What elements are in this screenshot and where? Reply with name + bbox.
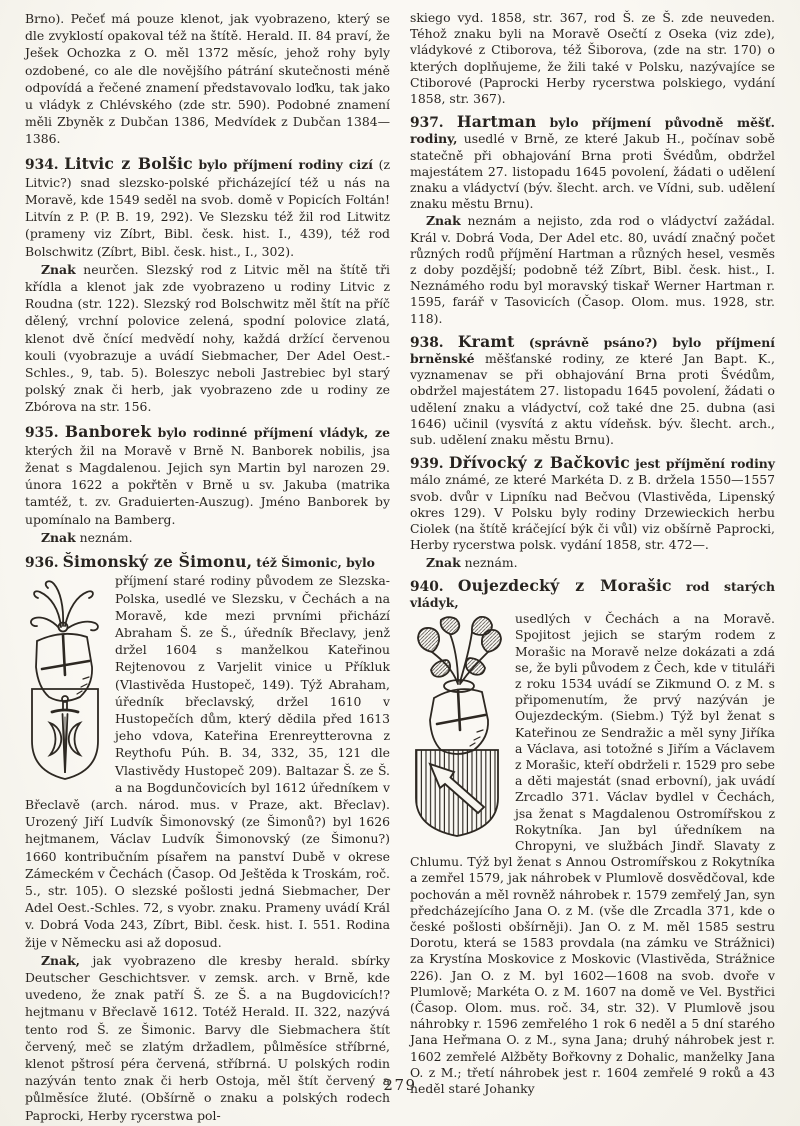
entry-936-body <box>25 572 390 950</box>
entry-934-text <box>25 155 390 260</box>
znak-paragraph <box>25 529 390 546</box>
entry-lead: též Šimonic, bylo <box>256 555 375 571</box>
entry-938-kramt <box>410 331 775 448</box>
entry-name: Hartman <box>456 112 537 132</box>
znak-label: Znak <box>426 554 461 570</box>
znak-text: neznám. <box>464 554 518 570</box>
entry-937-hartman <box>410 114 775 327</box>
entry-936-simonsky <box>25 553 390 1124</box>
entry-940-oujezdecky <box>410 575 775 1098</box>
entry-940-body <box>410 611 775 1097</box>
entry-937-text <box>410 114 775 212</box>
right-column <box>410 10 775 1097</box>
entry-body: usedlé v Brně, ze které Jakub H., počínav sobě statečně při obhajování Brna proti Švédům, obdržel majestátem 27. listopadu 1645 povolení, žádati o udělení znaku a vládyctví (býv. šlecht. arch. ve Vídni, sub. udělení znaku městu Brnu). <box>410 131 775 212</box>
entry-number: 938. <box>410 334 444 351</box>
znak-paragraph <box>410 213 775 326</box>
znak-text: neznám a nejisto, zda rod o vládyctví zažádal. Král v. Dobrá Voda, Der Adel etc. 80, uvádí značný počet různých rodů příjmění Hartman a různých hesel, vesměs z doby pozdější; podobně též Zíbrt, Bibl. česk. hist., I. Neznámého rodu byl moravský tiskař Werner Hartman r. 1595, farář v Tasovicích (Časop. Olom. mus. 1928, str. 118). <box>410 213 775 326</box>
entry-940-heading <box>410 575 775 611</box>
continuation-paragraph: skiego vyd. 1858, str. 367, rod Š. ze Š. zde neuveden. Téhož znaku byli na Moravě Osečtí z Oseka (viz zde), vládykové z Ctiborova, též Šiborova, (zde na str. 170) o kterých doplňujeme, že žili také v Polsku, nazývajíce se Ctiborové (Paprocki Herby rycerstwa polskiego, vydání 1858, str. 367). <box>410 10 775 107</box>
entry-number: 934. <box>25 156 59 173</box>
entry-name: Oujezdecký z Morašic <box>457 575 672 595</box>
oujezdecky-coat-of-arms <box>410 614 505 839</box>
znak-paragraph <box>25 261 390 416</box>
entry-body: příjmení staré rodiny původem ze Slezska-Polska, usedlé ve Slezsku, v Čechách a na Moravě, kde mezi prvními přichází Abraham Š. ze Š., úředník Břeclavy, jenž držel 1604 s manželkou Kateřinou Rejtenovou z Varjelit vinice u Příkluk (Vlastivěda Hustopeč, 149). Týž Abraham, úředník břeclavský, držel 1610 v Hustopečích dům, který dědila před 1613 jeho vdova, Kateřina Erenreytterovna z Reythofu Púh. B. 34, 332, 35, 121 dle Vlastivědy Hustopeč 209). Baltazar Š. ze Š. a na Bogdunčovicích byl 1612 úředníkem v Břeclavě (arch. národ. mus. v Praze, akt. Břeclav). Urozený Jiří Ludvík Šimonovský (ze Šimonů?) byl 1626 hejtmanem, Václav Ludvík Šimonovský (ze Šimonu?) 1660 kontribučním písařem na panství Dubě v okrese Zámeckém v Čechách (Časop. Od Ještěda k Troskám, roč. 5., str. 105). O slezské pošlosti jedná Siebmacher, Der Adel Oest.-Schles. 72, s vyobr. znaku. Prameny uvádí Král v. Dobrá Voda 243, Zíbrt, Bibl. česk. hist. I. 551. Rodina žije v Německu asi až doposud. <box>25 573 390 950</box>
entry-number: 939. <box>410 456 444 473</box>
entry-939-text <box>410 455 775 553</box>
entry-935-text <box>25 423 390 528</box>
entry-934-litvic <box>25 155 390 416</box>
znak-text: neurčen. Slezský rod z Litvic měl na štítě tři křídla a klenot jak zde vyobrazeno u rodiny Litvic z Roudna (str. 122). Slezský rod Bolschwitz měl štít na příč dělený, vrchní polovice zelená, spodní polovice zlatá, klenot dvě čnící medvědí nohy, každá držící červenou kouli (vyobrazuje a uvádí Siebmacher, Der Adel Oest.-Schles., 9, tab. 5). Boleszyc neboli Jastrebiec byl starý polský znak či herb, jak vyobrazeno zde u rodiny ze Zbórova na str. 156. <box>25 261 390 415</box>
entry-number: 937. <box>410 115 444 132</box>
entry-body: měšťanské rodiny, ze které Jan Bapt. K., vyznamenav se při obhajování Brna proti Švédům, obdržel majestátem 27. listopadu 1645 povolení, žádati o udělení znaku a vládyctví, což také dne 25. dubna (asi 1646) učinil (vysvítá z aktu vídeňsk. býv. šlecht. arch., sub. udělení znaku městu Brnu). <box>410 351 775 448</box>
entry-name: Dřívocký z Bačkovic <box>448 453 630 473</box>
znak-label: Znak <box>41 261 76 277</box>
znak-text: neznám. <box>79 529 133 545</box>
znak-label: Znak <box>426 213 461 229</box>
entry-936-heading <box>25 553 390 572</box>
entry-lead: jest příjmění rodiny <box>635 456 775 472</box>
entry-name: Litvic z Bolšic <box>64 153 193 173</box>
entry-lead: bylo příjmení původně měšť. rodiny, <box>410 115 775 147</box>
entry-name: Šimonský ze Šimonu, <box>62 552 253 572</box>
entry-938-text <box>410 331 775 448</box>
left-column <box>25 10 390 1124</box>
entry-number: 936. <box>25 555 59 572</box>
entry-lead: bylo rodinné příjmení vládyk, ze <box>157 424 390 440</box>
simonsky-coat-of-arms <box>25 575 105 788</box>
entry-name: Banborek <box>64 421 152 441</box>
entry-body: usedlých v Čechách a na Moravě. Spojitost jejich se starým rodem z Morašic na Moravě nelze dokázati a zdá se, že byli původem z Čech, kde v tituláři z roku 1534 uvádí se Zikmund O. z M. s připomenutím, že prvý nazýván je Oujezdeckým. (Siebm.) Týž byl ženat s Kateřinou ze Sendražic a měl syny Jiříka a Václava, asi totožné s Jiřím a Václavem z Morašic, kteří obdrželi r. 1529 pro sebe a děti majestát (snad erbovní), jak uvádí Zrcadlo 371. Václav bydlel v Čechách, jsa ženat s Magdalenou Ostromířskou z Rokytníka. Jan byl úředníkem na Chropyni, ve službách Jindř. Slavaty z Chlumu. Týž byl ženat s Annou Ostromířskou z Rokytníka a zemřel 1579, jak náhrobek v Plumlově dosvědčoval, kde pochován a měl rovněž náhrobek r. 1579 zemřelý Jan, syn předcházejícího Jana O. z M. (vše dle Zrcadla 371, kde o české pošlosti obšírněji). Jan O. z M. měl 1585 sestru Dorotu, která se 1583 provdala (na zámku ve Strážnici) za Krystína Moskovice z Moskovic (Vlastivěda, Strážnice 226). Jan O. z M. byl 1602—1608 na svob. dvoře v Plumlově; Markéta O. z M. 1607 na domě ve Vel. Bystřici (Časop. Olom. mus. roč. 34, str. 32). V Plumlově jsou náhrobky r. 1596 zemřelého 1 rok 6 neděl a 5 dní starého Jana Heřmana O. z M., syna Jana; druhý náhrobek jest r. 1602 zemřelé Alžběty Bořkovny z Dohalic, manželky Jana O. z M.; třetí náhrobek jest r. 1604 zemřelé 9 roků a 43 neděl staré Johanky <box>410 611 775 1096</box>
znak-label: Znak, <box>41 952 80 968</box>
znak-paragraph <box>410 555 775 571</box>
entry-number: 935. <box>25 424 59 441</box>
znak-label: Znak <box>41 529 76 545</box>
entry-935-banborek <box>25 423 390 546</box>
entry-939-drivocky <box>410 455 775 570</box>
continuation-paragraph: Brno). Pečeť má pouze klenot, jak vyobrazeno, který se dle zvyklostí opakoval též na štítě. Herald. II. 84 praví, že Ješek Ochozka z O. měl 1372 měsíc, jehož rohy byly ozdobené, co ale dle novějšího pátrání skutečnosti méně odpovídá a řečené znamení představovalo loďku, tak jako u vládyk z Chlévského (zde str. 590). Podobné znamení měli Zbyněk z Dubčan 1386, Medvídek z Dubčan 1384—1386. <box>25 11 390 147</box>
entry-lead: bylo příjmení rodiny cizí <box>198 156 373 172</box>
entry-name: Kramt <box>457 331 515 351</box>
entry-body: kterých žil na Moravě v Brně N. Banborek nobilis, jsa ženat s Magdalenou. Jejich syn Martin byl narozen 29. února 1622 a pokřtěn v Brně u sv. Jakuba (matrika tamtéž, t. zv. Graduierten-Auszug). Jméno Banborek by upomínalo na Bamberg. <box>25 442 390 527</box>
entry-body: málo známé, ze které Markéta D. z B. držela 1550—1557 svob. dvůr v Lipníku nad Bečvou (Vlastivěda, Lipenský okres 129). V Polsku byly rodiny Drzewieckich herbu Ciolek (na štítě kráčející býk či vůl) viz obšírně Paprocki, Herby rycerstwa polsk. vydání 1858, str. 472—. <box>410 472 775 553</box>
entry-lead: rod starých vládyk, <box>410 578 775 610</box>
entry-number: 940. <box>410 578 444 595</box>
znak-text: jak vyobrazeno dle kresby herald. sbírky Deutscher Geschichtsver. v zemsk. arch. v Brně, kde uvedeno, že znak patří Š. ze Š. a na Bugdovicích!? hejtmanu v Břeclavě 1612. Totéž Herald. II. 322, nazývá tento rod Š. ze Šimonic. Barvy dle Siebmachera štít červený, meč se zlatým držadlem, půlměsíce stříbrné, klenot pštrosí péra červená, stříbrná. U polských rodin nazýván tento znak či herb Ostoja, měl štít červený a půlměsíce žluté. (Obšírně o znaku a polských rodech Paprocki, Herby rycerstwa pol- <box>25 952 390 1123</box>
entry-body: (z Litvic?) snad slezsko-polské přicházející též u nás na Moravě, kde 1549 seděl na svob. domě v Popicích Foltán! Litvín z P. (P. B. 19, 292). Ve Slezsku též žil rod Litwitz (prameny viz Zíbrt, Bibl. česk. hist. I., 439), též rod Bolschwitz (Zíbrt, Bibl. česk. hist., I., 302). <box>25 156 390 259</box>
page-number: 279 <box>383 1076 417 1094</box>
entry-lead: (správně psáno?) bylo příjmení brněnské <box>410 334 775 367</box>
znak-paragraph <box>25 952 390 1124</box>
